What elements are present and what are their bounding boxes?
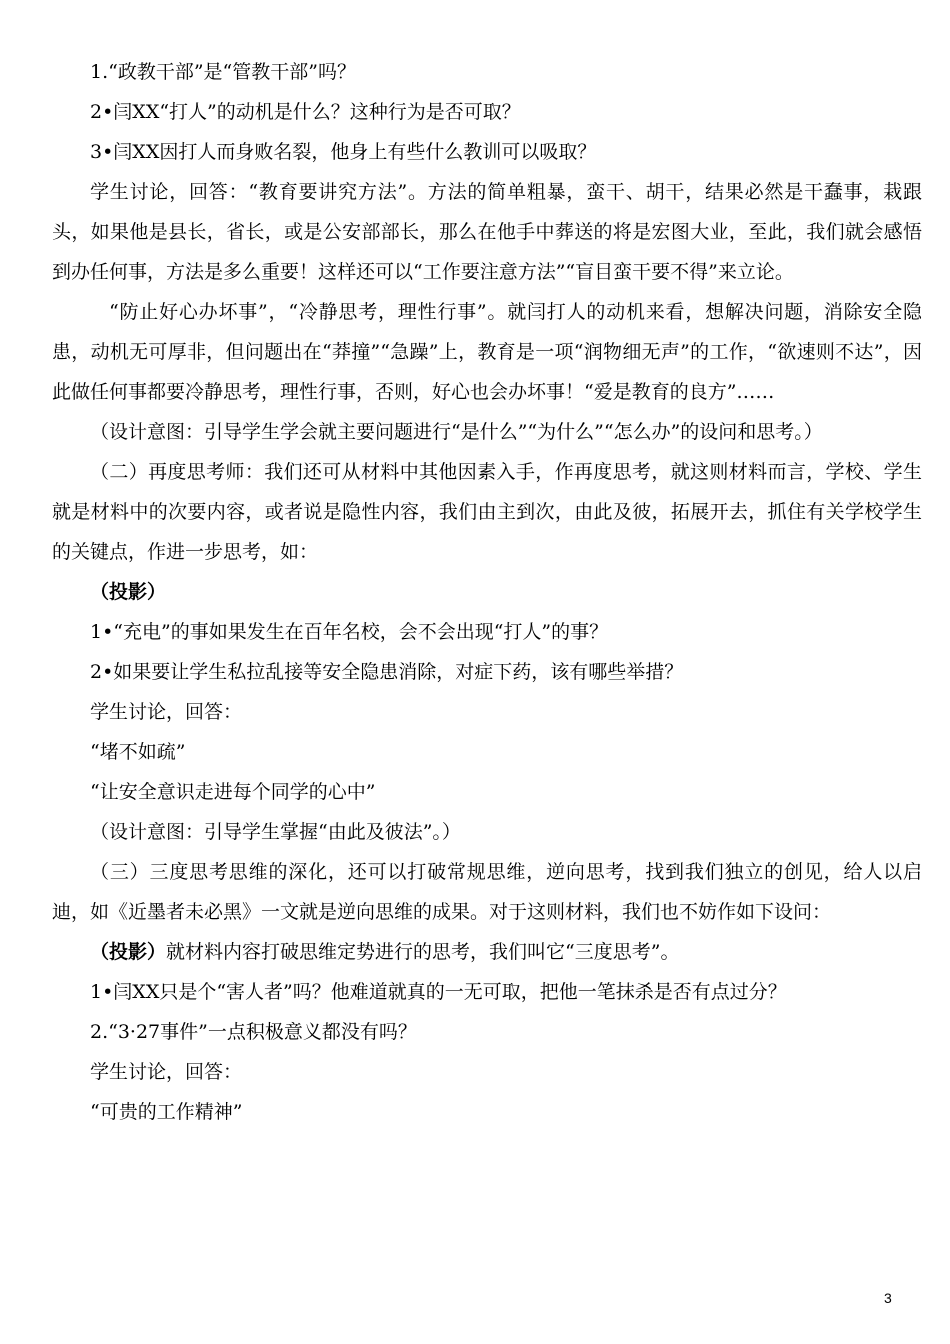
section-3-intro: （三）三度思考思维的深化，还可以打破常规思维，逆向思考，找到我们独立的创见，给人以启迪，如《近墨者未必黑》一文就是逆向思维的成果。对于这则材料，我们也不妨作如下设问： <box>52 861 922 923</box>
discussion-answer-2: “防止好心办坏事”，“冷静思考，理性行事”。就闫打人的动机来看，想解决问题，消除安全隐患，动机无可厚非，但问题出在“莽撞”“急躁”上，教育是一项“润物细无声”的工作，“欲速则不达”，因此做任何事都要冷静思考，理性行事，否则，好心也会办坏事！“爱是教育的良方”…… <box>52 301 922 403</box>
answer-quote-2: “让安全意识走进每个同学的心中” <box>90 781 376 803</box>
design-intent-2: （设计意图：引导学生掌握“由此及彼法”。） <box>90 821 461 843</box>
projection-text: 就材料内容打破思维定势进行的思考，我们叫它“三度思考”。 <box>166 941 680 963</box>
question-7: 2.“3·27事件”一点积极意义都没有吗？ <box>90 1021 417 1043</box>
discussion-prompt-2: 学生讨论，回答： <box>90 1061 243 1083</box>
question-1: 1.“政教干部”是“管教干部”吗？ <box>90 61 356 83</box>
question-4: 1•“充电”的事如果发生在百年名校，会不会出现“打人”的事？ <box>90 621 609 643</box>
question-5: 2•如果要让学生私拉乱接等安全隐患消除，对症下药，该有哪些举措？ <box>90 661 684 683</box>
page-number: 3 <box>884 1290 892 1306</box>
discussion-prompt-1: 学生讨论，回答： <box>90 701 243 723</box>
question-2: 2•闫XX“打人”的动机是什么？这种行为是否可取？ <box>90 101 521 123</box>
projection-line <box>52 932 922 972</box>
projection-label-2: （投影） <box>90 941 167 963</box>
question-6: 1•闫XX只是个“害人者”吗？他难道就真的一无可取，把他一笔抹杀是否有点过分？ <box>90 981 787 1003</box>
document-body <box>52 52 922 1132</box>
design-intent-1: （设计意图：引导学生学会就主要问题进行“是什么”“为什么”“怎么办”的设问和思考。） <box>90 421 823 443</box>
discussion-answer-1: 学生讨论，回答：“教育要讲究方法”。方法的简单粗暴，蛮干、胡干，结果必然是干蠢事，栽跟头，如果他是县长，省长，或是公安部部长，那么在他手中葬送的将是宏图大业，至此，我们就会感悟到办任何事，方法是多么重要！这样还可以“工作要注意方法”“盲目蛮干要不得”来立论。 <box>52 181 922 283</box>
answer-quote-1: “堵不如疏” <box>90 741 186 763</box>
section-2-intro: （二）再度思考师：我们还可从材料中其他因素入手，作再度思考，就这则材料而言，学校、学生就是材料中的次要内容，或者说是隐性内容，我们由主到次，由此及彼，拓展开去，抓住有关学校学生的关键点，作进一步思考，如： <box>52 461 922 563</box>
answer-quote-3: “可贵的工作精神” <box>90 1101 243 1123</box>
question-3: 3•闫XX因打人而身败名裂，他身上有些什么教训可以吸取？ <box>90 141 597 163</box>
projection-label-1: （投影） <box>90 581 167 603</box>
